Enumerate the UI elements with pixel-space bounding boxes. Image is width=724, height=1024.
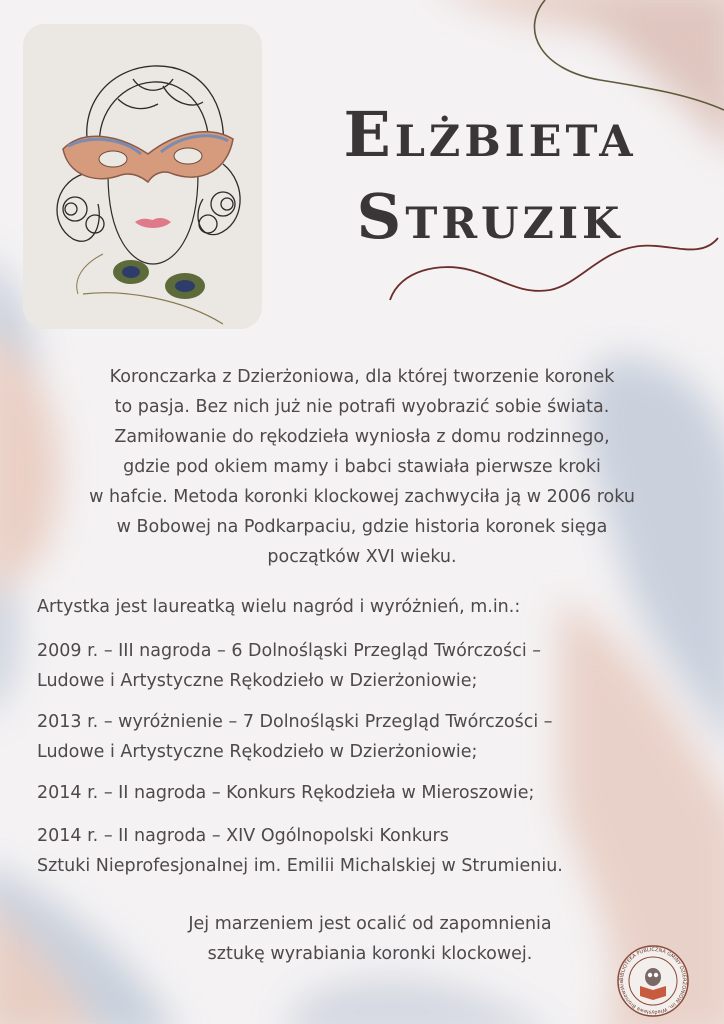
intro-line: w Bobowej na Podkarpaciu, gdzie historia koronek sięga — [116, 517, 608, 537]
award-item — [37, 636, 687, 696]
intro-line: początków XVI wieku. — [267, 547, 457, 567]
title-last-name: Struzik — [356, 180, 624, 253]
intro-line: Zamiłowanie do rękodzieła wyniosła z domu rodzinnego, — [114, 427, 610, 447]
library-logo — [616, 944, 690, 1018]
award-line: Sztuki Nieprofesjonalnej im. Emilii Michalskiej w Strumieniu. — [37, 856, 563, 876]
award-line: 2014 r. – II nagroda – Konkurs Rękodzieła w Mieroszowie; — [37, 783, 535, 803]
award-item — [37, 821, 687, 881]
intro-line: w hafcie. Metoda koronki klockowej zachwyciła ją w 2006 roku — [89, 487, 635, 507]
award-line: 2014 r. – II nagroda – XIV Ogólnopolski Konkurs — [37, 826, 449, 846]
award-line: 2013 r. – wyróżnienie – 7 Dolnośląski Przegląd Twórczości – — [37, 712, 553, 732]
intro-line: Koronczarka z Dzierżoniowa, dla której tworzenie koronek — [109, 367, 615, 387]
award-line: Ludowe i Artystyczne Rękodzieło w Dzierżoniowie; — [37, 671, 478, 691]
award-line: 2009 r. – III nagroda – 6 Dolnośląski Przegląd Twórczości – — [37, 641, 542, 661]
closing-line: Jej marzeniem jest ocalić od zapomnienia — [188, 914, 552, 934]
logo-text: BIBLIOTEKA PUBLICZNA GMINY DZIERŻONIÓW im. Władysława Broniewskie — [618, 946, 688, 1016]
title-first-name: Elżbieta — [343, 98, 637, 171]
award-line: Ludowe i Artystyczne Rękodzieło w Dzierżoniowie; — [37, 742, 478, 762]
closing-line: sztukę wyrabiania koronki klockowej. — [207, 944, 533, 964]
intro-line: to pasja. Bez nich już nie potrafi wyobrazić sobie świata. — [114, 397, 610, 417]
award-item — [37, 778, 687, 808]
intro-paragraph — [30, 362, 694, 572]
intro-line: gdzie pod okiem mamy i babci stawiała pierwsze kroki — [123, 457, 601, 477]
award-item — [37, 707, 687, 767]
lace-portrait-photo — [23, 24, 262, 329]
awards-intro: Artystka jest laureatką wielu nagród i wyróżnień, m.in.: — [37, 597, 521, 617]
closing-paragraph — [100, 909, 640, 969]
